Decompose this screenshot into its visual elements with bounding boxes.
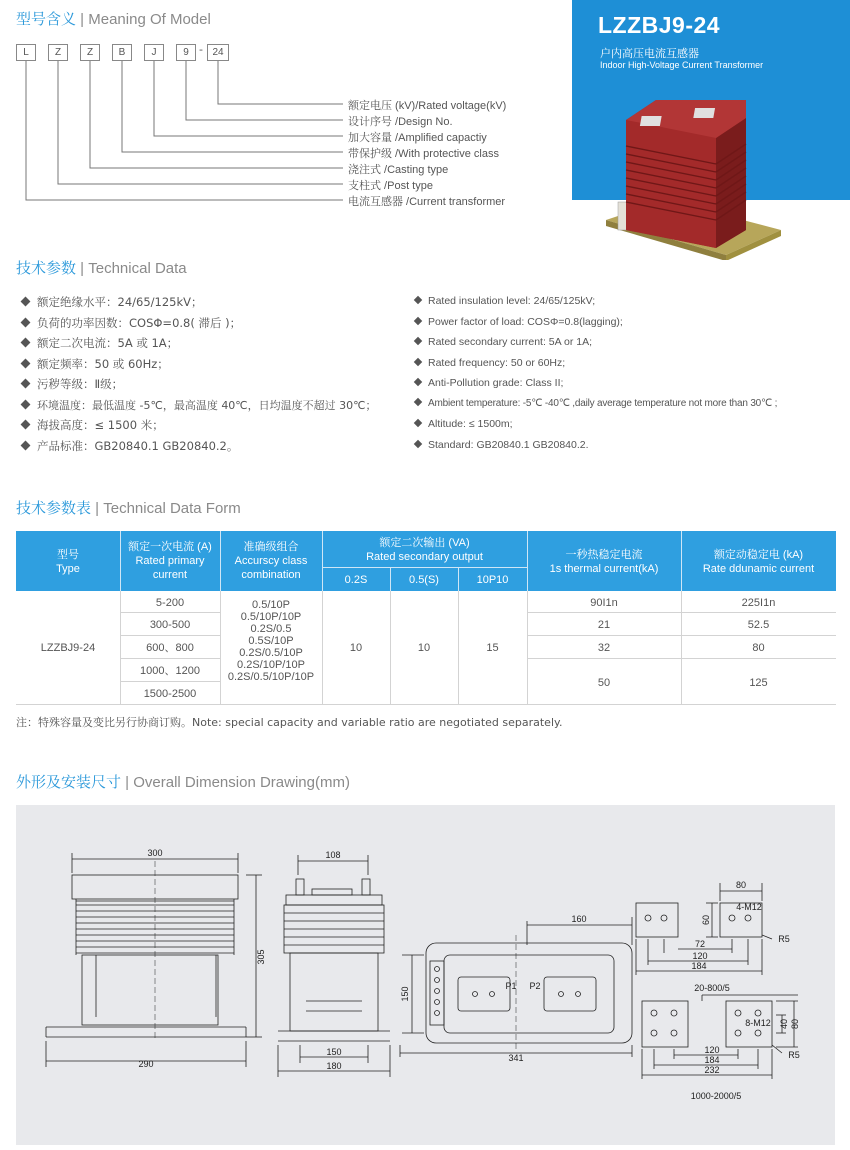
cell-primary: 600、800 [146,642,194,654]
spec-cn-item: 额定绝缘水平：24/65/125kV； [22,294,203,310]
det1-d2: 120 [692,951,708,961]
model-label-casting: 浇注式 /Casting type [348,164,449,176]
th-primary: 额定一次电流 (A) Rated primary current [128,541,212,581]
spec-en-item: Anti-Pollution grade: Class II; [415,377,563,389]
spec-cn-item: 污秽等级：Ⅱ级； [22,376,123,392]
cell-thermal: 21 [597,619,611,631]
det1-holes: 4-M12 [736,902,762,912]
form-title-cn: 技术参数表 [16,499,92,517]
product-title: LZZBJ9-24 [598,12,721,38]
th-accuracy: 准确级组合 Accurscy class combination [234,541,308,581]
spec-en-item: Standard: GB20840.1 GB20840.2. [415,439,589,451]
dim-top-w: 160 [571,914,587,924]
tech-title-en: Technical Data [88,260,187,277]
spec-cn-item: 海拔高度：≤ 1500 米； [22,417,164,433]
model-label-design: 设计序号 /Design No. [348,116,453,128]
cell-thermal: 32 [597,642,611,654]
label-p1: P1 [505,981,517,991]
det2-d2: 184 [704,1055,720,1065]
det2-d3: 232 [704,1065,720,1075]
cell-type: LZZBJ9-24 [40,642,96,654]
model-label-voltage: 额定电压 (kV)/Rated voltage(kV) [348,100,507,112]
det2-h2: 80 [790,1018,800,1030]
cell-accuracy: 0.5/10P 0.5/10P/10P 0.2S/0.5 0.5S/10P 0.2S/0.5/10P 0.2S/10P/10P 0.2S/0.5/10P/10P [227,599,315,683]
model-box-l: L [16,44,36,61]
spec-en-item: Power factor of load: COSΦ=0.8(lagging); [415,316,623,328]
model-label-capacity: 加大容量 /Amplified capactiy [348,132,487,144]
table-note: 注：特殊容量及变比另行协商订购。Note: special capacity and variable ratio are negotiated separately. [16,716,563,729]
dims-section-title: 外形及安装尺寸 | Overall Dimension Drawing(mm) [16,773,350,791]
spec-cn-item: 产品标准：GB20840.1 GB20840.2。 [22,438,238,454]
det2-d1: 120 [704,1045,720,1055]
det1-d1: 72 [694,939,706,949]
spec-en-item: Ambient temperature: -5℃ -40℃ ,daily average temperature not more than 30℃ ; [415,398,777,409]
det2-r: R5 [788,1050,800,1060]
dim-front-height: 305 [256,949,266,965]
model-section-title: 型号含义 | Meaning Of Model [16,10,211,28]
cell-dynamic: 80 [752,642,765,654]
dims-title-cn: 外形及安装尺寸 [16,773,122,791]
det1-h: 60 [701,914,711,926]
model-label-ct: 电流互感器 /Current transformer [348,196,506,208]
cell-dynamic: 125 [749,677,768,689]
dimension-drawing [16,805,835,1145]
tech-title-cn: 技术参数 [16,259,77,277]
det2-range1: 20-800/5 [694,983,730,993]
cell-primary: 5-200 [155,597,185,609]
form-section-title: 技术参数表 | Technical Data Form [16,499,241,517]
spec-en-item: Rated insulation level: 24/65/125kV; [415,295,595,307]
form-title-en: Technical Data Form [103,500,241,517]
spec-cn-item: 额定频率：50 或 60Hz； [22,356,169,372]
det2-h1: 40 [779,1018,789,1030]
dimension-drawing-panel [16,805,835,1145]
det1-w: 80 [735,880,747,890]
cell-dynamic: 52.5 [747,619,770,631]
det2-range2: 1000-2000/5 [690,1091,742,1101]
product-image [596,80,786,260]
product-subtitle-en: Indoor High-Voltage Current Transformer [600,60,764,70]
det1-r: R5 [778,934,790,944]
model-title-cn: 型号含义 [16,10,77,28]
model-box-24: 24 [207,44,229,61]
th-sub-05s: 0.5(S) [409,574,439,586]
model-dash: - [199,43,203,56]
tech-section-title: 技术参数 | Technical Data [16,259,187,277]
th-sub-02s: 0.2S [344,574,368,586]
dim-top-h: 150 [400,986,410,1002]
cell-out-05s: 10 [417,642,431,654]
cell-dynamic: 225I1n [741,597,776,609]
model-box-9: 9 [176,44,196,61]
cell-thermal: 90I1n [590,597,618,609]
model-box-z1: Z [48,44,68,61]
th-dynamic: 额定动稳定电 (kA) Rate ddunamic current [702,549,815,575]
model-box-j: J [144,44,164,61]
cell-out-02s: 10 [349,642,363,654]
spec-en-item: Rated secondary current: 5A or 1A; [415,336,592,348]
th-type: 型号 Type [56,549,80,575]
model-box-b: B [112,44,132,61]
cell-primary: 1000、1200 [140,665,200,677]
th-thermal: 一秒热稳定电流 1s thermal current(kA) [549,549,659,575]
spec-en-item: Rated frequency: 50 or 60Hz; [415,357,565,369]
spec-cn-item: 负荷的功率因数：COSΦ=0.8( 滞后 )； [22,315,241,331]
dim-top-base: 341 [508,1053,524,1063]
det1-d3: 184 [691,961,707,971]
product-subtitle-cn: 户内高压电流互感器 [600,47,699,60]
spec-en-item: Altitude: ≤ 1500m; [415,418,513,430]
model-label-post: 支柱式 /Post type [348,180,433,192]
model-label-protective: 带保护级 /With protective class [348,148,499,160]
dim-side-b2: 180 [326,1061,342,1071]
dim-front-top: 300 [147,848,163,858]
cell-thermal: 50 [597,677,611,689]
cell-out-10p10: 15 [486,642,499,654]
spec-cn-item: 额定二次电流：5A 或 1A； [22,335,178,351]
model-box-z2: Z [80,44,100,61]
dims-title-en: Overall Dimension Drawing(mm) [133,774,350,791]
model-title-en: Meaning Of Model [88,11,211,28]
cell-primary: 300-500 [149,619,191,631]
cell-primary: 1500-2500 [143,688,197,700]
det2-holes: 8-M12 [745,1018,771,1028]
th-secondary: 额定二次输出 (VA) Rated secondary output [366,537,483,563]
dim-side-top: 108 [325,850,341,860]
dim-front-base: 290 [138,1059,154,1069]
label-p2: P2 [529,981,541,991]
th-sub-10p10: 10P10 [476,574,509,586]
dim-side-b1: 150 [326,1047,342,1057]
spec-cn-item: 环境温度：最低温度 -5℃，最高温度 40℃，日均温度不超过 30℃； [22,397,377,413]
